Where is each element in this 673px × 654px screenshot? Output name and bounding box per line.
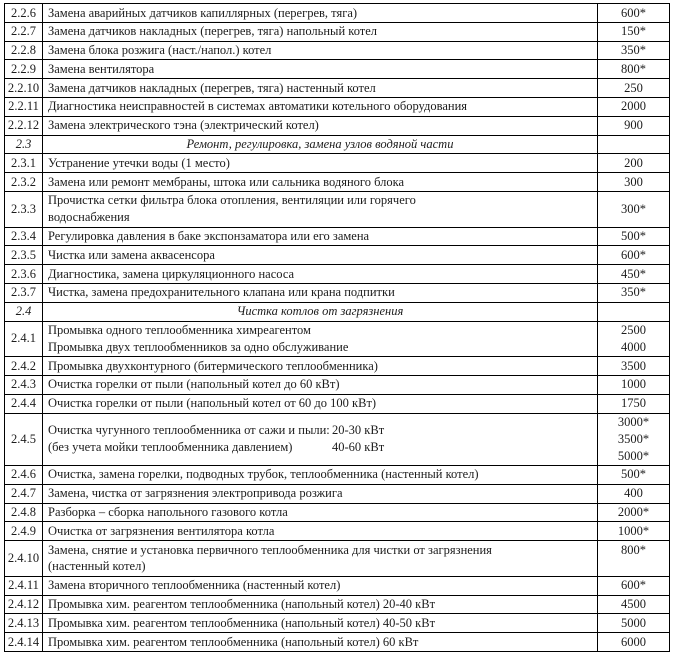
price-value: 500* xyxy=(621,467,646,482)
table-row xyxy=(5,22,670,41)
row-code: 2.4.13 xyxy=(5,614,43,633)
row-price xyxy=(598,246,670,265)
description-line: Замена вторичного теплообменника (настенный котел) xyxy=(48,578,341,593)
description-line: Диагностика неисправностей в системах автоматики котельного оборудования xyxy=(48,99,468,114)
table-row xyxy=(5,465,670,484)
row-description xyxy=(43,522,598,541)
table-row xyxy=(5,265,670,284)
row-description xyxy=(43,413,598,465)
description-line: Замена, снятие и установка первичного теплообменника для чистки от загрязнения xyxy=(48,542,492,557)
row-code: 2.4.7 xyxy=(5,484,43,503)
price-value: 800* xyxy=(621,61,646,76)
price-value: 600* xyxy=(621,5,646,20)
description-line: Диагностика, замена циркуляционного насоса xyxy=(48,266,295,281)
price-value: 500* xyxy=(621,229,646,244)
table-row xyxy=(5,283,670,302)
row-code: 2.2.8 xyxy=(5,41,43,60)
description-line: Устранение утечки воды (1 место) xyxy=(48,155,230,170)
row-code: 2.2.9 xyxy=(5,60,43,79)
description-line: Прочистка сетки фильтра блока отопления, вентиляции или горячего xyxy=(48,193,416,208)
table-row xyxy=(5,394,670,413)
row-price xyxy=(598,173,670,192)
table-body xyxy=(5,4,670,652)
row-description xyxy=(43,633,598,652)
table-row xyxy=(5,191,670,227)
row-price xyxy=(598,633,670,652)
row-price xyxy=(598,22,670,41)
row-code: 2.3.2 xyxy=(5,173,43,192)
row-code: 2.3.3 xyxy=(5,191,43,227)
price-value: 3500 xyxy=(621,358,646,373)
description-line: Промывка двух теплообменников за одно обслуживание xyxy=(48,339,349,354)
row-price xyxy=(598,503,670,522)
row-price xyxy=(598,394,670,413)
row-description xyxy=(43,484,598,503)
row-price xyxy=(598,576,670,595)
row-price xyxy=(598,321,670,357)
row-price xyxy=(598,265,670,284)
row-price xyxy=(598,41,670,60)
price-value: 300 xyxy=(624,174,643,189)
row-code: 2.3.5 xyxy=(5,246,43,265)
row-price xyxy=(598,135,670,154)
price-value: 150* xyxy=(621,24,646,39)
description-line: Очистка, замена горелки, подводных трубок, теплообменника (настенный котел) xyxy=(48,467,479,482)
service-price-table xyxy=(4,3,670,652)
row-description xyxy=(43,41,598,60)
description-text: (без учета мойки теплообменника давлением) xyxy=(48,440,293,455)
description-line xyxy=(43,439,597,456)
row-description xyxy=(43,357,598,376)
row-price xyxy=(598,614,670,633)
price-value: 1000* xyxy=(617,523,650,538)
row-code: 2.3.1 xyxy=(5,154,43,173)
table-row xyxy=(5,595,670,614)
table-row xyxy=(5,41,670,60)
row-code: 2.3.6 xyxy=(5,265,43,284)
row-description xyxy=(43,394,598,413)
description-line: Промывка двухконтурного (битермического теплообменника) xyxy=(48,358,378,373)
description-line: Замена датчиков накладных (перегрев, тяга) настенный котел xyxy=(48,80,376,95)
description-text: Очистка чугунного теплообменника от сажи и пыли: xyxy=(48,423,330,438)
price-value: 2000* xyxy=(617,505,650,520)
table-row xyxy=(5,79,670,98)
section-row xyxy=(5,135,670,154)
table-row xyxy=(5,154,670,173)
row-code: 2.4.11 xyxy=(5,576,43,595)
description-line: Замена блока розжига (наст./напол.) котел xyxy=(48,43,272,58)
row-code: 2.2.12 xyxy=(5,116,43,135)
table-row xyxy=(5,576,670,595)
table-row xyxy=(5,246,670,265)
row-code: 2.4.12 xyxy=(5,595,43,614)
table-row xyxy=(5,357,670,376)
table-row xyxy=(5,375,670,394)
description-line: Очистка горелки от пыли (напольный котел от 60 до 100 кВт) xyxy=(48,396,377,411)
description-line: Замена датчиков накладных (перегрев, тяга) напольный котел xyxy=(48,24,378,39)
row-description xyxy=(43,595,598,614)
table-row xyxy=(5,4,670,23)
row-code: 2.3.7 xyxy=(5,283,43,302)
section-title xyxy=(43,135,598,154)
row-code: 2.4 xyxy=(5,302,43,321)
description-line: Ремонт, регулировка, замена узлов водяной части xyxy=(186,137,454,152)
price-value: 3000* xyxy=(617,415,650,430)
row-price xyxy=(598,465,670,484)
table-row xyxy=(5,227,670,246)
price-value: 300* xyxy=(621,201,646,216)
row-code: 2.2.11 xyxy=(5,97,43,116)
description-line: Промывка хим. реагентом теплообменника (напольный котел) 60 кВт xyxy=(48,634,419,649)
row-description xyxy=(43,246,598,265)
row-description xyxy=(43,173,598,192)
row-code: 2.3.4 xyxy=(5,227,43,246)
price-value: 400 xyxy=(624,486,643,501)
table-row xyxy=(5,541,670,577)
row-description xyxy=(43,321,598,357)
description-line: Замена или ремонт мембраны, штока или сальника водяного блока xyxy=(48,174,405,189)
row-price xyxy=(598,541,670,577)
table-row xyxy=(5,522,670,541)
description-line: Замена аварийных датчиков капиллярных (перегрев, тяга) xyxy=(48,5,358,20)
price-value: 3500* xyxy=(617,431,650,446)
description-line: Чистка котлов от загрязнения xyxy=(236,304,404,319)
price-value: 200 xyxy=(624,155,643,170)
description-line: Промывка хим. реагентом теплообменника (напольный котел) 20-40 кВт xyxy=(48,597,436,611)
row-price xyxy=(598,79,670,98)
price-value: 1000 xyxy=(621,377,646,392)
description-line xyxy=(43,422,597,439)
row-description xyxy=(43,191,598,227)
description-line: Чистка, замена предохранительного клапана или крана подпитки xyxy=(48,285,395,300)
description-line: Регулировка давления в баке экспонзаматора или его замена xyxy=(48,229,370,244)
description-line: Замена электрического тэна (электрический котел) xyxy=(48,118,319,133)
table-row xyxy=(5,413,670,465)
price-value: 600* xyxy=(621,578,646,593)
power-range-label: 40-60 кВт xyxy=(332,440,385,455)
row-code: 2.4.9 xyxy=(5,522,43,541)
row-code: 2.4.10 xyxy=(5,541,43,577)
description-line: Замена вентилятора xyxy=(48,61,155,76)
row-code: 2.4.4 xyxy=(5,394,43,413)
row-description xyxy=(43,79,598,98)
description-line: (настенный котел) xyxy=(48,559,146,574)
price-value: 2000 xyxy=(621,99,646,114)
price-value: 5000 xyxy=(621,615,646,630)
price-value: 350* xyxy=(621,43,646,58)
row-price xyxy=(598,375,670,394)
row-description xyxy=(43,541,598,577)
table-row xyxy=(5,60,670,79)
table-row xyxy=(5,633,670,652)
row-price xyxy=(598,522,670,541)
description-line: Чистка или замена аквасенсора xyxy=(48,247,215,262)
row-code: 2.4.3 xyxy=(5,375,43,394)
row-description xyxy=(43,614,598,633)
table-row xyxy=(5,614,670,633)
row-description xyxy=(43,576,598,595)
row-description xyxy=(43,154,598,173)
row-description xyxy=(43,60,598,79)
price-value: 450* xyxy=(621,266,646,281)
table-row xyxy=(5,173,670,192)
row-price xyxy=(598,154,670,173)
table-row xyxy=(5,116,670,135)
table-row xyxy=(5,321,670,357)
row-price xyxy=(598,97,670,116)
description-line: Замена, чистка от загрязнения электропривода розжига xyxy=(48,486,343,501)
section-title xyxy=(43,302,598,321)
price-value: 5000* xyxy=(617,448,650,463)
row-price xyxy=(598,4,670,23)
row-code: 2.2.10 xyxy=(5,79,43,98)
price-value: 600* xyxy=(621,247,646,262)
table-row xyxy=(5,503,670,522)
row-description xyxy=(43,4,598,23)
row-price xyxy=(598,283,670,302)
price-value: 2500 xyxy=(621,323,646,338)
row-price xyxy=(598,60,670,79)
row-price xyxy=(598,413,670,465)
price-value: 1750 xyxy=(621,396,646,411)
row-code: 2.4.6 xyxy=(5,465,43,484)
row-code: 2.4.5 xyxy=(5,413,43,465)
row-price xyxy=(598,484,670,503)
row-description xyxy=(43,465,598,484)
row-description xyxy=(43,265,598,284)
row-code: 2.3 xyxy=(5,135,43,154)
power-range-label: 20-30 кВт xyxy=(332,423,385,438)
description-line: Разборка – сборка напольного газового котла xyxy=(48,505,288,520)
row-description xyxy=(43,116,598,135)
price-value: 900 xyxy=(624,118,643,133)
description-line: водоснабжения xyxy=(48,210,130,225)
row-description xyxy=(43,503,598,522)
row-description xyxy=(43,283,598,302)
row-code: 2.4.14 xyxy=(5,633,43,652)
price-value: 250 xyxy=(624,80,643,95)
row-price xyxy=(598,227,670,246)
price-value: 4000 xyxy=(621,339,646,354)
price-value: 350* xyxy=(621,285,646,300)
table-row xyxy=(5,97,670,116)
description-line: Очистка от загрязнения вентилятора котла xyxy=(48,523,275,538)
row-code: 2.4.1 xyxy=(5,321,43,357)
row-description xyxy=(43,375,598,394)
section-row xyxy=(5,302,670,321)
row-code: 2.4.8 xyxy=(5,503,43,522)
description-line: Очистка горелки от пыли (напольный котел до 60 кВт) xyxy=(48,377,340,392)
row-price xyxy=(598,191,670,227)
row-description xyxy=(43,97,598,116)
row-code: 2.4.2 xyxy=(5,357,43,376)
price-value: 6000 xyxy=(621,634,646,649)
price-value: 800* xyxy=(621,542,646,557)
row-code: 2.2.7 xyxy=(5,22,43,41)
row-description xyxy=(43,227,598,246)
row-price xyxy=(598,357,670,376)
description-line: Промывка хим. реагентом теплообменника (напольный котел) 40-50 кВт xyxy=(48,615,436,630)
price-value: 4500 xyxy=(621,597,646,611)
row-price xyxy=(598,302,670,321)
row-price xyxy=(598,595,670,614)
row-description xyxy=(43,22,598,41)
table-row xyxy=(5,484,670,503)
description-line: Промывка одного теплообменника химреагентом xyxy=(48,323,311,338)
row-code: 2.2.6 xyxy=(5,4,43,23)
row-price xyxy=(598,116,670,135)
